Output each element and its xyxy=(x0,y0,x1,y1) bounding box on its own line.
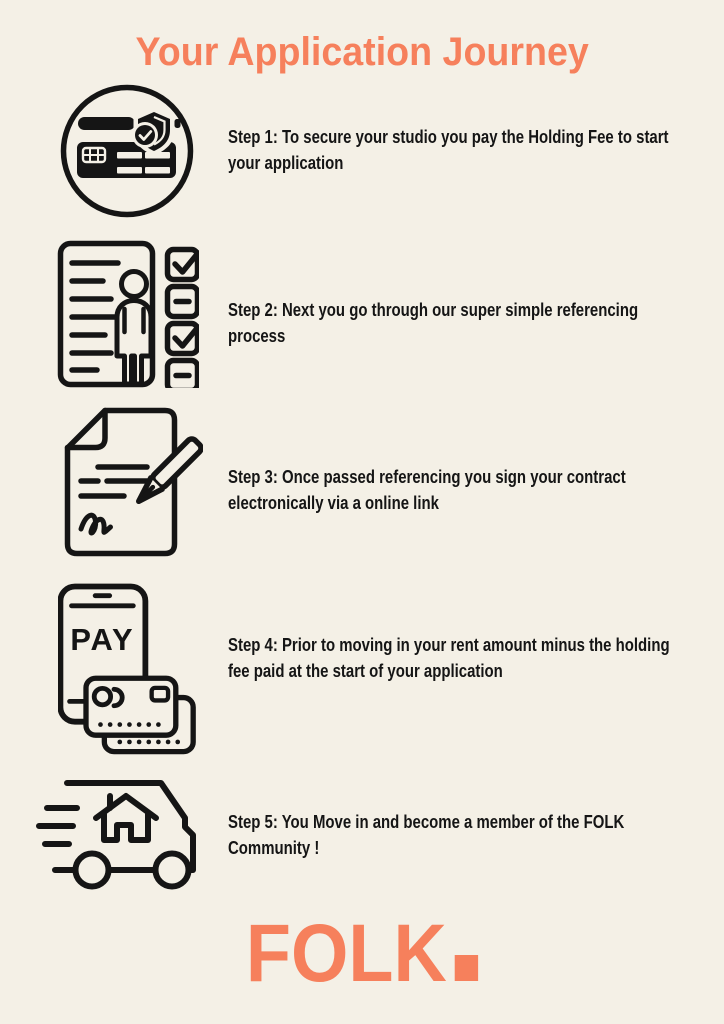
logo-period xyxy=(455,955,478,981)
step-2-text xyxy=(228,297,724,349)
page-title: Your Application Journey xyxy=(135,30,589,74)
step-5-line-2: Community ! xyxy=(228,838,320,858)
title-row xyxy=(0,28,724,76)
secure-payment-shield-icon xyxy=(57,84,197,220)
step-4-line-1: Step 4: Prior to moving in your rent amount minus the holding xyxy=(228,635,670,655)
step-1-text xyxy=(228,124,724,176)
step-3-line-1: Step 3: Once passed referencing you sign your contract xyxy=(228,467,626,487)
step-5-line-1: Step 5: You Move in and become a member of the FOLK xyxy=(228,812,625,832)
pay-label: PAY xyxy=(70,622,135,658)
phone-payment-icon xyxy=(58,583,198,758)
logo-text: FOLK xyxy=(245,908,447,999)
step-2-line-2: process xyxy=(228,326,286,346)
step-1-line-1: Step 1: To secure your studio you pay the Holding Fee to start xyxy=(228,127,669,147)
referencing-checklist-icon xyxy=(57,240,199,388)
step-3-text xyxy=(228,464,724,516)
contract-signing-icon xyxy=(58,407,203,557)
folk-logo xyxy=(0,908,724,999)
step-1-line-2: your application xyxy=(228,153,344,173)
step-5-text xyxy=(228,809,724,861)
step-2-line-1: Step 2: Next you go through our super simple referencing xyxy=(228,300,639,320)
moving-truck-icon xyxy=(33,778,218,890)
step-3-line-2: electronically via a online link xyxy=(228,493,439,513)
step-4-text xyxy=(228,632,724,684)
step-4-line-2: fee paid at the start of your application xyxy=(228,661,503,681)
